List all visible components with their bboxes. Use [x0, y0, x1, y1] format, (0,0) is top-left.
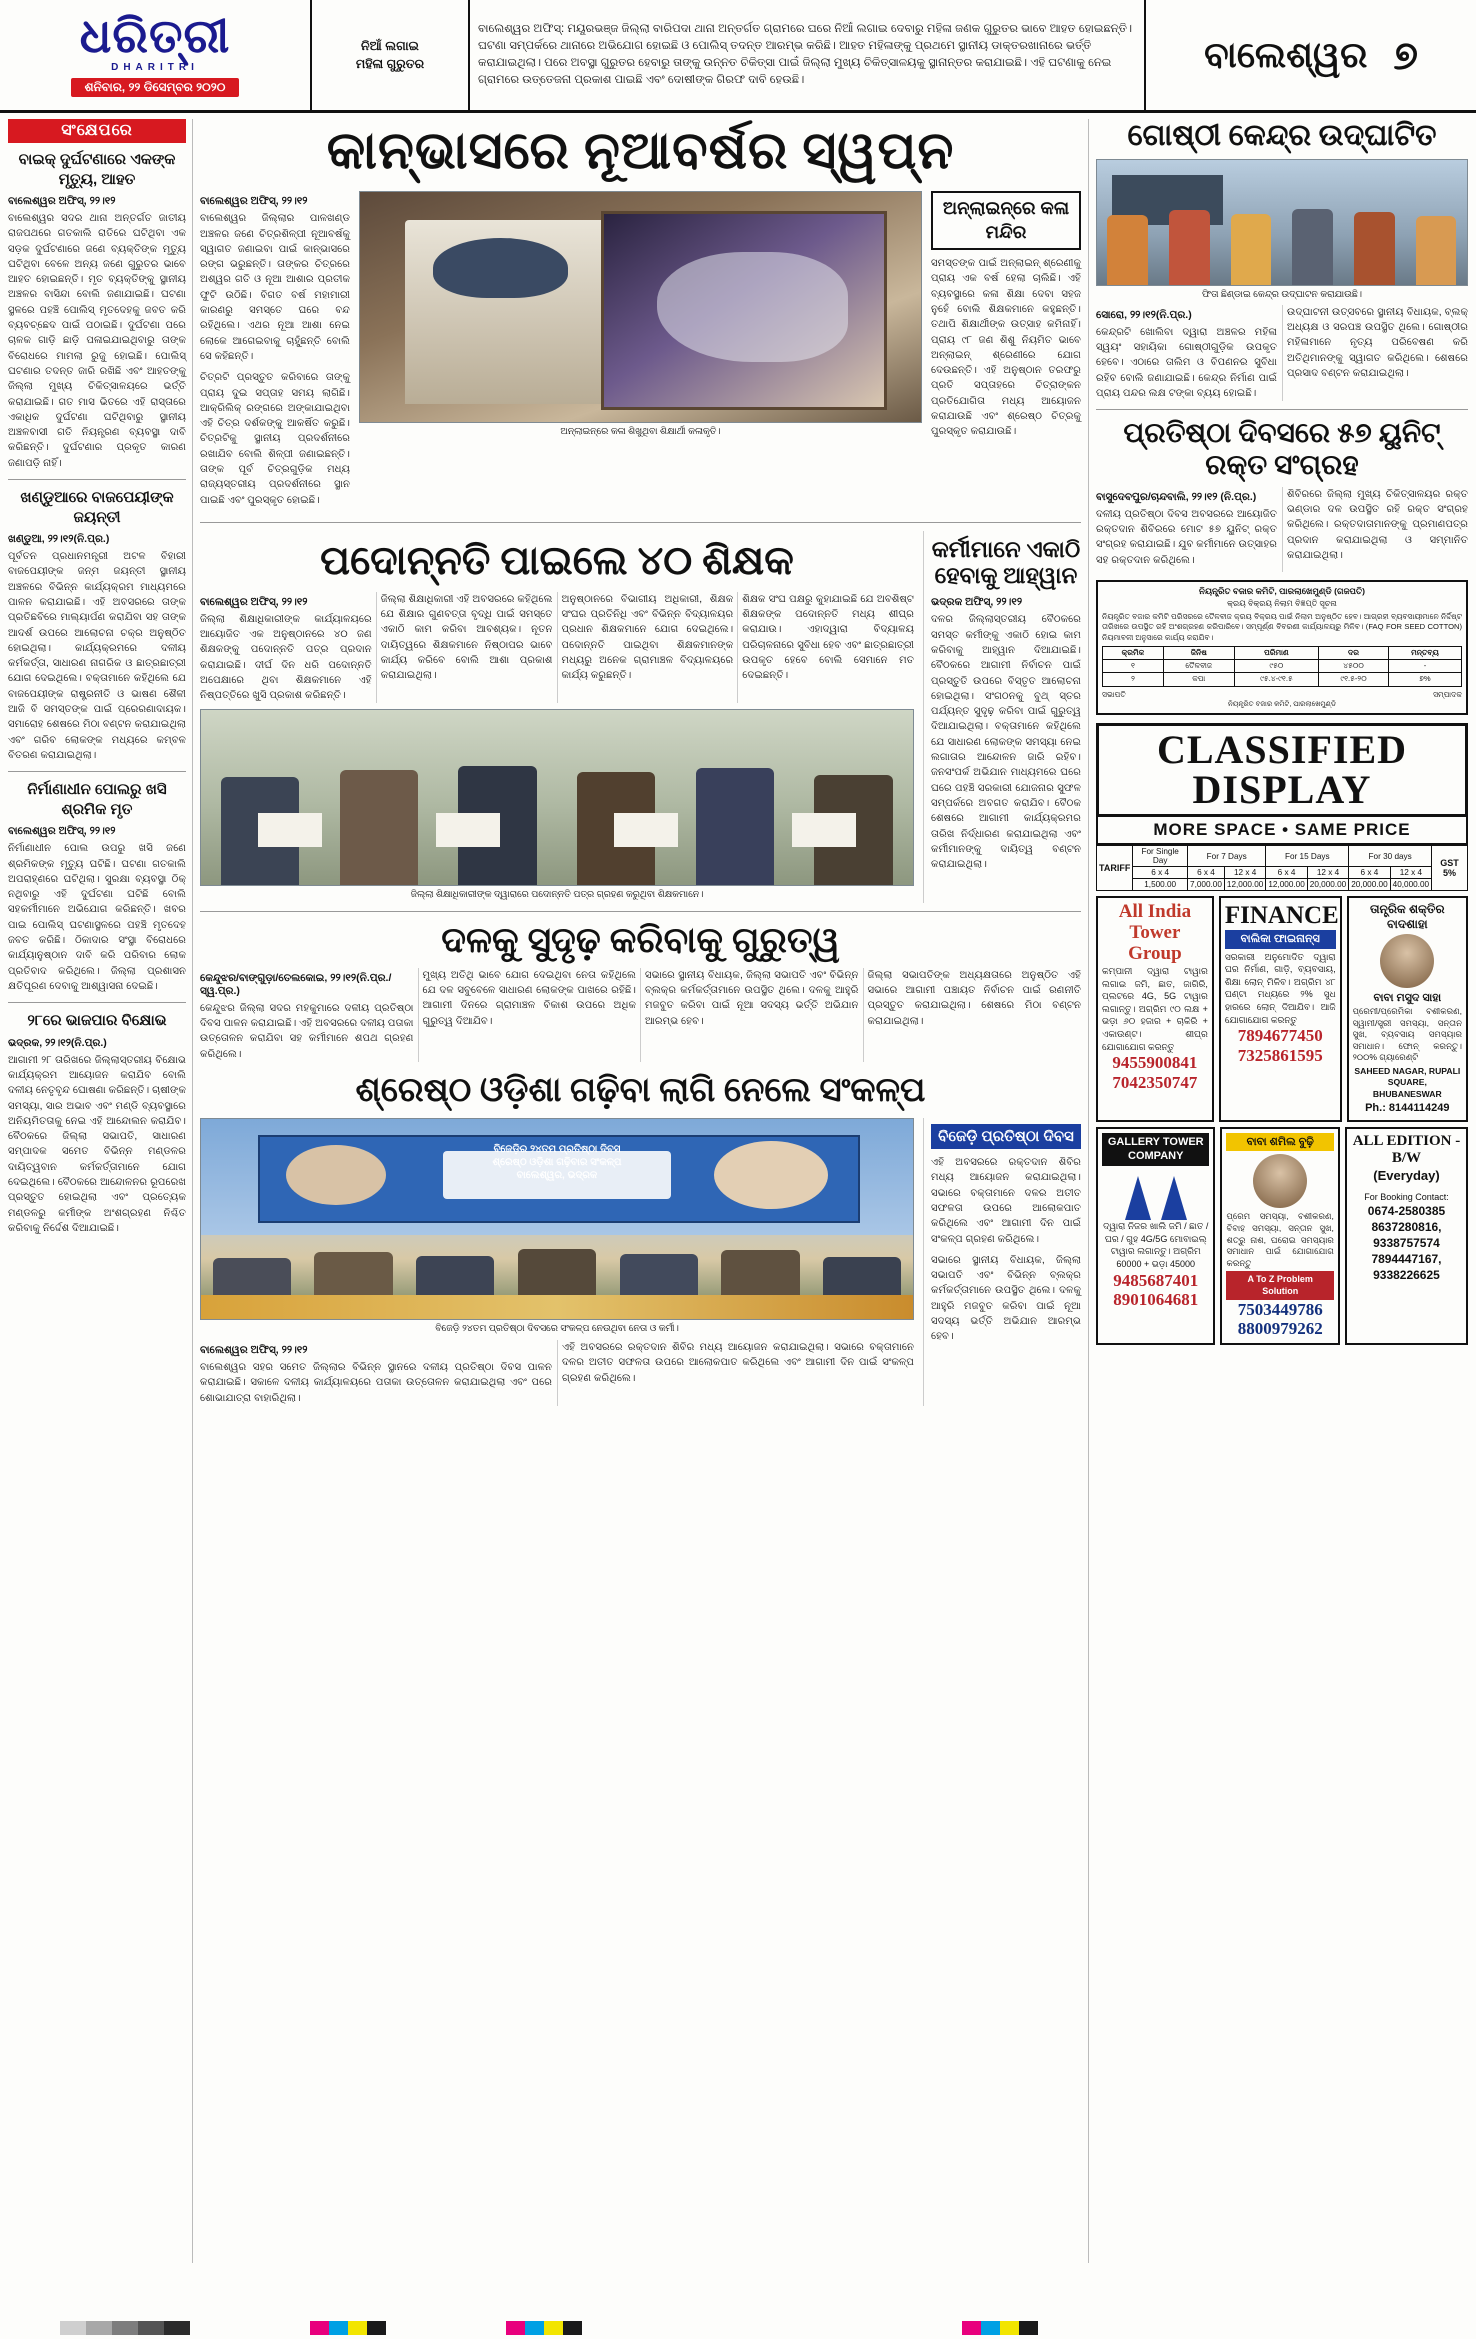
blood-para-2: ଶିବିରରେ ଜିଲ୍ଲା ମୁଖ୍ୟ ଚିକିତ୍ସାଳୟର ରକ୍ତ ଭଣ୍ଡାର ଦଳ ଉପସ୍ଥିତ ରହି ରକ୍ତ ସଂଗ୍ରହ କରିଥିଲେ। ରକ୍ତଦାତାମାନଙ୍କୁ ପ୍ରମାଣପତ୍ର ପ୍ରଦାନ କରାଯାଇଥିଲା ଓ ସମ୍ମାନିତ କରାଯାଇଥିଲା। [1287, 488, 1468, 562]
ad-phone-finance-1[interactable]: 7894677450 [1237, 1026, 1323, 1046]
ad-phone-tower-1[interactable]: 9455900841 [1112, 1053, 1198, 1073]
masthead-brief: ବାଲେଶ୍ୱର ଅଫିସ୍: ମୟୂରଭଞ୍ଜ ଜିଲ୍ଲା ବାରିପଦା ଥାନା ଅନ୍ତର୍ଗତ ଗ୍ରାମରେ ଘରେ ନିଆଁ ଲଗାଇ ଦେବାରୁ ମହିଳା ଜଣକ ଗୁରୁତର ଭାବେ ଆହତ ହୋଇଛନ୍ତି। ଘଟଣା ସମ୍ପର୍କରେ ଥାନାରେ ଅଭିଯୋଗ ହୋଇଛି ଓ ପୋଲିସ୍ ତଦନ୍ତ ଆରମ୍ଭ କରିଛି। ଆହତ ମହିଳାଙ୍କୁ ପ୍ରଥମେ ସ୍ଥାନୀୟ ଡାକ୍ତରଖାନାରେ ଭର୍ତ୍ତି କରାଯାଇଥିଲା। ପରେ ଅବସ୍ଥା ଗୁରୁତର ହେବାରୁ ତାଙ୍କୁ ଉନ୍ନତ ଚିକିତ୍ସା ପାଇଁ ଜିଲ୍ଲା ମୁଖ୍ୟ ଚିକିତ୍ସାଳୟକୁ ସ୍ଥାନାନ୍ତର କରାଯାଇଛି। ଏହି ଘଟଣାକୁ ନେଇ ଗ୍ରାମରେ ଉତ୍ତେଜନା ପ୍ରକାଶ ପାଇଛି ଏବଂ ଦୋଷୀଙ୍କ ଗିରଫ ଦାବି ହେଉଛି। [470, 0, 1146, 110]
classified-title: CLASSIFIED DISPLAY [1096, 723, 1468, 817]
party-photo-caption: ବିଜେଡ଼ି ୨୪ତମ ପ୍ରତିଷ୍ଠା ଦିବସରେ ସଂକଳ୍ପ ନେଉଥିବା ନେତା ଓ କର୍ମୀ। [435, 1323, 679, 1334]
market-r1-c4: ୭% [1388, 673, 1461, 686]
promotion-headline: ପଦୋନ୍ନତି ପାଇଲେ ୪୦ ଶିକ୍ଷକ [320, 537, 794, 583]
ad-phone-gallery-1[interactable]: 9485687401 [1113, 1270, 1199, 1290]
ad-body-baba: ପ୍ରେମ ସମସ୍ୟା, ବଶୀକରଣ, ବିବାହ ସମସ୍ୟା, ସନ୍ତାନ ସୁଖ, ଶତ୍ରୁ ନାଶ, ଘରୋଇ ସମସ୍ୟାର ସମାଧାନ ପାଇଁ ଯୋଗାଯୋଗ କରନ୍ତୁ [1226, 1211, 1334, 1268]
tariff-rate-6: 40,000.00 [1390, 879, 1431, 891]
classified-ads-row-2 [1096, 1127, 1468, 1345]
market-notice-body: ନିୟନ୍ତ୍ରିତ ବଜାର କମିଟି ପରିସରରେ ତୈଳବୀଜ କ୍ରୟ ବିକ୍ରୟ ପାଇଁ ନିଲାମ ଅନୁଷ୍ଠିତ ହେବ। ଆଗ୍ରହୀ ବ୍ୟବସାୟୀମାନେ ନିର୍ଦ୍ଦିଷ୍ଟ ତାରିଖରେ ଉପସ୍ଥିତ ରହି ଅଂଶଗ୍ରହଣ କରିପାରିବେ। ସମ୍ପୂର୍ଣ୍ଣ ବିବରଣୀ କାର୍ଯ୍ୟାଳୟରୁ ମିଳିବ। (FAQ FOR SEED COTTON) ନିୟମାବଳୀ ଅନୁସାରେ କାର୍ଯ୍ୟ କରାଯିବ। [1102, 612, 1462, 642]
center-para-1: କେନ୍ଦ୍ରଟି ଖୋଲିବା ଦ୍ୱାରା ଅଞ୍ଚଳର ମହିଳା ସ୍ୱୟଂ ସହାୟିକା ଗୋଷ୍ଠୀଗୁଡ଼ିକ ଉପକୃତ ହେବେ। ଏଠାରେ ତାଲିମ ଓ ବିପଣନର ସୁବିଧା ରହିବ ବୋଲି ଜଣାଯାଇଛି। କେନ୍ଦ୍ର ନିର୍ମାଣ ପାଇଁ ପ୍ରାୟ ପନ୍ଦର ଲକ୍ଷ ଟଙ୍କା ବ୍ୟୟ ହୋଇଛି। [1096, 326, 1277, 399]
appeal-dateline: ଭଦ୍ରକ ଅଫିସ୍, ୨୨।୧୨ [931, 596, 1023, 609]
page-body [0, 113, 1476, 2263]
classified-tariff-table [1096, 845, 1468, 891]
divider [8, 479, 186, 480]
divider [8, 1002, 186, 1003]
market-th-2: ପରିମାଣ [1234, 646, 1319, 659]
ad-phone-edition-2[interactable]: 8637280816, 9338757574 [1371, 1219, 1442, 1251]
ad-all-edition[interactable] [1345, 1127, 1468, 1345]
ad-phone-edition-1[interactable]: 0674-2580385 [1367, 1203, 1446, 1218]
promotion-dateline: ବାଲେଶ୍ୱର ଅଫିସ୍, ୨୨।୧୨ [200, 595, 308, 608]
banner-line-1: ବିଜେଡ଼ିର ୨୪ତମ ପ୍ରତିଷ୍ଠା ଦିବସ [493, 1144, 621, 1156]
left-column [8, 119, 193, 2263]
promotion-para-3: ଅନୁଷ୍ଠାନରେ ବିଭାଗୀୟ ଅଧିକାରୀ, ଶିକ୍ଷକ ସଂଘର ପ୍ରତିନିଧି ଏବଂ ବିଭିନ୍ନ ବିଦ୍ୟାଳୟର ପ୍ରଧାନ ଶିକ୍ଷକମାନେ ଯୋଗ ଦେଇଥିଲେ। ପଦୋନ୍ନତି ପାଇଥିବା ଶିକ୍ଷକମାନଙ୍କ ମଧ୍ୟରୁ ଅନେକ ଗ୍ରାମାଞ୍ଚଳ ବିଦ୍ୟାଳୟରେ କାର୍ଯ୍ୟ କରୁଛନ୍ତି। [561, 593, 734, 682]
sidebar-story-head: ଅନ୍‌ଲାଇନ୍‌ରେ କଳା ମନ୍ଦିର [931, 191, 1081, 250]
table-row [1103, 660, 1462, 673]
brief-2-title: ଖଣ୍ଡୁଆରେ ବାଜପେୟୀଙ୍କ ଜୟନ୍ତୀ [20, 489, 174, 526]
grey-scale-strip [60, 2321, 190, 2335]
divider [1096, 409, 1468, 410]
market-signature-2: ସମ୍ପାଦକ [1433, 689, 1462, 699]
ad-title-tantrik: ତାନ୍ତ୍ରିକ ଶକ୍ତିର ବାଦଶାହା [1370, 902, 1445, 931]
center-para-2: ଉଦ୍‌ଘାଟନୀ ଉତ୍ସବରେ ସ୍ଥାନୀୟ ବିଧାୟକ, ବ୍ଲକ୍ ଅଧ୍ୟକ୍ଷ ଓ ସରପଞ୍ଚ ଉପସ୍ଥିତ ଥିଲେ। ଗୋଷ୍ଠୀର ମହିଳାମାନେ ନୃତ୍ୟ ପରିବେଷଣ କରି ଅତିଥିମାନଙ୍କୁ ସ୍ୱାଗତ କରିଥିଲେ। ଶେଷରେ ପ୍ରସାଦ ବଣ୍ଟନ କରାଯାଇଥିଲା। [1287, 306, 1468, 379]
market-r1-c0: ୨ [1103, 673, 1164, 686]
ad-all-india-tower[interactable] [1096, 896, 1214, 1121]
market-r1-c3: ୯୧.୫-୨୦ [1319, 673, 1389, 686]
promotion-photo [200, 709, 914, 886]
table-row [1103, 673, 1462, 686]
center-dateline: ସୋରୋ, ୨୨।୧୨(ନି.ପ୍ର.) [1096, 308, 1192, 321]
tariff-size-4: 12 x 4 [1307, 867, 1348, 879]
tariff-rate-2: 12,000.00 [1224, 879, 1265, 891]
tariff-size-2: 12 x 4 [1224, 867, 1265, 879]
tariff-head-2: For 15 Days [1266, 846, 1349, 867]
brief-1-title: ବାଇକ୍ ଦୁର୍ଘଟଣାରେ ଏକଙ୍କ ମୃତ୍ୟୁ, ଆହତ [18, 151, 176, 188]
edition-block [1146, 0, 1476, 110]
ad-finance[interactable] [1219, 896, 1342, 1121]
party-side-body: ଏହି ଅବସରରେ ରକ୍ତଦାନ ଶିବିର ମଧ୍ୟ ଆୟୋଜନ କରାଯାଇଥିଲା। ସଭାରେ ବକ୍ତାମାନେ ଦଳର ଅତୀତ ସଫଳତା ଉପରେ ଆଲୋକପାତ କରିଥିଲେ ଏବଂ ଆଗାମୀ ଦିନ ପାଇଁ ସଂକଳ୍ପ ଗ୍ରହଣ କରିଥିଲେ। [931, 1157, 1081, 1245]
center-headline: ଗୋଷ୍ଠୀ କେନ୍ଦ୍ର ଉଦ୍‌ଘାଟିତ [1127, 119, 1437, 152]
ad-body-finance: ସରକାରୀ ଅନୁମୋଦିତ ଦ୍ୱାରା ଘର ନିର୍ମାଣ, ଗାଡ଼ି, ବ୍ୟବସାୟ, ଶିକ୍ଷା ଲୋନ୍ ମିଳିବ। ଅଗ୍ରିମ ୪୮ ଘଣ୍ଟା ମଧ୍ୟରେ ୨% ସୁଧ ହାରରେ ଲୋନ୍ ଦିଆଯିବ। ଆଜି ଯୋଗାଯୋଗ କରନ୍ତୁ [1224, 951, 1336, 1025]
market-r1-c2: ୯୫.୪-୯୧.୫ [1234, 673, 1319, 686]
promotion-para-4: ଶିକ୍ଷକ ସଂଘ ପକ୍ଷରୁ କୁହାଯାଇଛି ଯେ ଅବଶିଷ୍ଟ ଶିକ୍ଷକଙ୍କ ପଦୋନ୍ନତି ମଧ୍ୟ ଶୀଘ୍ର କରାଯାଉ। ଏହାଦ୍ୱାରା ବିଦ୍ୟାଳୟ ପରିଚାଳନାରେ ସୁବିଧା ହେବ ଏବଂ ଛାତ୍ରଛାତ୍ରୀ ଉପକୃତ ହେବେ ବୋଲି ସେମାନେ ମତ ଦେଇଛନ୍ତି। [742, 593, 914, 682]
party-dateline: କେନ୍ଦୁଝର/ବାଙ୍ଗୁଡ଼ା/ତେଲକୋଇ, ୨୨।୧୨(ନି.ପ୍ର./ସ୍ୱ.ପ୍ର.) [200, 971, 392, 997]
ad-phone-baba-2[interactable]: 8800979262 [1237, 1319, 1323, 1339]
banner-line-3: ବାଲେଶ୍ୱର, ଭଦ୍ରକ [516, 1170, 598, 1182]
party-bottom-para-1: ବାଲେଶ୍ୱର ସହର ସମେତ ଜିଲ୍ଲାର ବିଭିନ୍ନ ସ୍ଥାନରେ ଦଳୀୟ ପ୍ରତିଷ୍ଠା ଦିବସ ପାଳନ କରାଯାଇଛି। ସକାଳେ ଦଳୀୟ କାର୍ଯ୍ୟାଳୟରେ ପତାକା ଉତ୍ତୋଳନ କରାଯାଇଥିଲା ଏବଂ ପରେ ଶୋଭାଯାତ୍ରା ବାହାରିଥିଲା। [200, 1362, 552, 1404]
party-para-3: ସଭାରେ ସ୍ଥାନୀୟ ବିଧାୟକ, ଜିଲ୍ଲା ସଭାପତି ଏବଂ ବିଭିନ୍ନ ବ୍ଲକ୍‌ର କର୍ମକର୍ତ୍ତାମାନେ ଉପସ୍ଥିତ ଥିଲେ। ଦଳକୁ ଆହୁରି ମଜବୁତ କରିବା ପାଇଁ ନୂଆ ସଦସ୍ୟ ଭର୍ତ୍ତି ଅଭିଯାନ ଆରମ୍ଭ ହେବ। [645, 969, 859, 1027]
market-r0-c2: ୯୫୦ [1234, 660, 1319, 673]
ad-booking-label: For Booking Contact: [1364, 1191, 1449, 1202]
tariff-head-0: For Single Day [1133, 846, 1188, 867]
market-th-4: ମନ୍ତବ୍ୟ [1388, 646, 1461, 659]
ad-phone-baba-1[interactable]: 7503449786 [1237, 1299, 1323, 1319]
brief-4-title: ୨୮ରେ ଭାଜପାର ବିକ୍ଷୋଭ [27, 1012, 167, 1030]
promo-line-1: ନିଆଁ ଲଗାଇ [361, 38, 419, 53]
blood-headline: ପ୍ରତିଷ୍ଠା ଦିବସରେ ୫୭ ୟୁନିଟ୍ ରକ୍ତ ସଂଗ୍ରହ [1123, 418, 1441, 481]
promotion-para-2: ଜିଲ୍ଲା ଶିକ୍ଷାଧିକାରୀ ଏହି ଅବସରରେ କହିଥିଲେ ଯେ ଶିକ୍ଷାର ଗୁଣବତ୍ତା ବୃଦ୍ଧି ପାଇଁ ସମସ୍ତେ ଏକାଠି କାମ କରିବା ଆବଶ୍ୟକ। ନୂତନ ଦାୟିତ୍ୱରେ ଶିକ୍ଷକମାନେ ନିଷ୍ଠାପର ଭାବେ କାର୍ଯ୍ୟ କରିବେ ବୋଲି ଆଶା ପ୍ରକାଶ କରାଯାଇଥିଲା। [380, 593, 553, 682]
divider [8, 771, 186, 772]
section-header-briefs: ସଂକ୍ଷେପରେ [8, 119, 186, 143]
brief-3-title: ନିର୍ମାଣାଧୀନ ପୋଲରୁ ଖସି ଶ୍ରମିକ ମୃତ [27, 781, 167, 818]
party-para-1: କେନ୍ଦୁଝର ଜିଲ୍ଲା ସଦର ମହକୁମାରେ ଦଳୀୟ ପ୍ରତିଷ୍ଠା ଦିବସ ପାଳନ କରାଯାଇଛି। ଏହି ଅବସରରେ ଦଳୀୟ ପତାକା ଉତ୍ତୋଳନ କରାଯିବା ସହ କର୍ମୀମାନେ ଶପଥ ଗ୍ରହଣ କରିଥିଲେ। [200, 1002, 414, 1060]
tower-icon [1102, 1166, 1209, 1220]
ad-title-baba: ବାବା ଶମିଲ ବୁଢ଼ି [1226, 1133, 1333, 1152]
brief-2-body: ପୂର୍ବତନ ପ୍ରଧାନମନ୍ତ୍ରୀ ଅଟଳ ବିହାରୀ ବାଜପେୟୀଙ୍କ ଜନ୍ମ ଜୟନ୍ତୀ ସ୍ଥାନୀୟ ଅଞ୍ଚଳରେ ବିଭିନ୍ନ କାର୍ଯ୍ୟକ୍ରମ ମାଧ୍ୟମରେ ପାଳନ କରାଯାଇଛି। ଏହି ଅବସରରେ ତାଙ୍କ ପ୍ରତିଛବିରେ ମାଲ୍ୟାର୍ପଣ କରାଯିବା ସହ ତାଙ୍କ ଆଦର୍ଶ ଉପରେ ଆଲୋଚନା ଚକ୍ର ଅନୁଷ୍ଠିତ ହୋଇଥିଲା। କାର୍ଯ୍ୟକ୍ରମରେ ଦଳୀୟ କର୍ମକର୍ତ୍ତା, ସାଧାରଣ ନାଗରିକ ଓ ଛାତ୍ରଛାତ୍ରୀ ଯୋଗ ଦେଇଥିଲେ। ବକ୍ତାମାନେ କହିଥିଲେ ଯେ ବାଜପେୟୀଙ୍କ ରାଷ୍ଟ୍ରନୀତି ଓ ଭାଷଣ ଶୈଳୀ ଆଜି ବି ସମସ୍ତଙ୍କ ପାଇଁ ପ୍ରେରଣାଦାୟକ। ସମାରୋହ ଶେଷରେ ମିଠା ବଣ୍ଟନ କରାଯାଇଥିଲା ଏବଂ ଗରିବ ଲୋକଙ୍କ ମଧ୍ୟରେ କମ୍ବଳ ବିତରଣ କରାଯାଇଥିଲା। [8, 551, 186, 761]
party-photo [200, 1118, 914, 1320]
lead-photo [359, 191, 922, 423]
party-bottom-para-2: ଏହି ଅବସରରେ ରକ୍ତଦାନ ଶିବିର ମଧ୍ୟ ଆୟୋଜନ କରାଯାଇଥିଲା। ସଭାରେ ବକ୍ତାମାନେ ଦଳର ଅତୀତ ସଫଳତା ଉପରେ ଆଲୋକପାତ କରିଥିଲେ ଏବଂ ଆଗାମୀ ଦିନ ପାଇଁ ସଂକଳ୍ପ ଗ୍ରହଣ କରିଥିଲେ। [562, 1342, 914, 1384]
appeal-body: ଦଳର ଜିଲ୍ଲାସ୍ତରୀୟ ବୈଠକରେ ସମସ୍ତ କର୍ମୀଙ୍କୁ ଏକାଠି ହୋଇ କାମ କରିବାକୁ ଆହ୍ୱାନ ଦିଆଯାଇଛି। ବୈଠକରେ ଆଗାମୀ ନିର୍ବାଚନ ପାଇଁ ପ୍ରସ୍ତୁତି ଉପରେ ବିସ୍ତୃତ ଆଲୋଚନା ହୋଇଥିଲା। ସଂଗଠନକୁ ବୁଥ୍ ସ୍ତର ପର୍ଯ୍ୟନ୍ତ ସୁଦୃଢ଼ କରିବା ପାଇଁ ଗୁରୁତ୍ୱ ଦିଆଯାଇଥିଲା। ବକ୍ତାମାନେ କହିଥିଲେ ଯେ ସାଧାରଣ ଲୋକଙ୍କ ସମସ୍ୟା ନେଇ ଲଗାତାର ଆନ୍ଦୋଳନ ଜାରି ରହିବ। ଜନସଂପର୍କ ଅଭିଯାନ ମାଧ୍ୟମରେ ଘରେ ଘରେ ପହଞ୍ଚି ସରକାରୀ ଯୋଜନାର ସୁଫଳ ସମ୍ପର୍କରେ ଅବଗତ କରାଯିବ। ବୈଠକ ଶେଷରେ ଆଗାମୀ କାର୍ଯ୍ୟକ୍ରମର ତାରିଖ ନିର୍ଦ୍ଧାରଣ କରାଯାଇଥିଲା ଏବଂ କର୍ମୀମାନଙ୍କୁ ଦାୟିତ୍ୱ ବଣ୍ଟନ କରାଯାଇଥିଲା। [931, 614, 1081, 871]
lead-headline: କାନ୍ଭାସରେ ନୂଆବର୍ଷର ସ୍ୱପ୍ନ [326, 123, 955, 180]
masthead-logo [0, 0, 312, 110]
market-r0-c0: ୧ [1103, 660, 1164, 673]
divider [200, 911, 1081, 912]
brief-4-body: ଆଗାମୀ ୨୮ ତାରିଖରେ ଜିଲ୍ଲାସ୍ତରୀୟ ବିକ୍ଷୋଭ କାର୍ଯ୍ୟକ୍ରମ ଆୟୋଜନ କରାଯିବ ବୋଲି ଦଳୀୟ ନେତୃବୃନ୍ଦ ଘୋଷଣା କରିଛନ୍ତି। ଚାଷୀଙ୍କ ସମସ୍ୟା, ସାର ଅଭାବ ଏବଂ ମଣ୍ଡି ବ୍ୟବସ୍ଥାରେ ଅନିୟମିତତାକୁ ନେଇ ଏହି ଆନ୍ଦୋଲନ କରାଯିବ। ବୈଠକରେ ଜିଲ୍ଲା ସଭାପତି, ସାଧାରଣ ସମ୍ପାଦକ ସମେତ ବିଭିନ୍ନ ମଣ୍ଡଳର ଦାୟିତ୍ୱବାନ କର୍ମକର୍ତ୍ତାମାନେ ଯୋଗ ଦେଇଥିଲେ। ବୈଠକରେ ଆନ୍ଦୋଳନର ରୂପରେଖ ପ୍ରସ୍ତୁତ ହୋଇଥିଲା ଏବଂ ପ୍ରତ୍ୟେକ ମଣ୍ଡଳରୁ କର୍ମୀଙ୍କ ଅଂଶଗ୍ରହଣ ନିଶ୍ଚିତ କରିବାକୁ ନିର୍ଦ୍ଦେଶ ଦିଆଯାଇଛି। [8, 1054, 186, 1234]
tariff-rate-0: 1,500.00 [1133, 879, 1188, 891]
ad-title-finance: FINANCE [1224, 902, 1339, 930]
ad-body-tantrik: ପ୍ରେମୀ/ପ୍ରେମିକା ବଶୀକରଣ, ସ୍ୱାମୀ/ସ୍ତ୍ରୀ ସମସ୍ୟା, ସନ୍ତାନ ସୁଖ, ବ୍ୟବସାୟ ସମସ୍ୟାର ସମାଧାନ। ଫୋନ୍ କରନ୍ତୁ। ୨୦୦% ଗ୍ୟାରେଣ୍ଟି [1352, 1005, 1462, 1063]
tariff-head-3: For 30 days [1349, 846, 1432, 867]
brief-1-dateline: ବାଲେଶ୍ୱର ଅଫିସ୍, ୨୨।୧୨ [8, 195, 116, 207]
ad-phone-finance-2[interactable]: 7325861595 [1237, 1045, 1323, 1065]
ad-phone-gallery-2[interactable]: 8901064681 [1113, 1290, 1199, 1310]
bjd-foundation-day-head: ବିଜେଡ଼ି ପ୍ରତିଷ୍ଠା ଦିବସ [931, 1124, 1081, 1149]
baba-portrait [1380, 934, 1434, 988]
brief-4-dateline: ଭଦ୍ରକ, ୨୨।୧୨(ନି.ପ୍ର.) [8, 1036, 107, 1049]
classified-subtitle: MORE SPACE • SAME PRICE [1096, 817, 1468, 845]
ad-title-tower: All India Tower Group [1118, 901, 1192, 965]
party-subheadline: ଶ୍ରେଷ୍ଠ ଓଡ଼ିଶା ଗଢ଼ିବା ଲାଗି ନେଲେ ସଂକଳ୍ପ [355, 1072, 926, 1110]
logo-roman: DHARITRI [111, 61, 199, 73]
appeal-headline: କର୍ମୀମାନେ ଏକାଠି ହେବାକୁ ଆହ୍ୱାନ [931, 536, 1081, 588]
ad-baba-shamil[interactable] [1220, 1127, 1339, 1345]
tariff-rate-4: 20,000.00 [1307, 879, 1348, 891]
page-number: ୭ [1393, 32, 1418, 78]
brief-2-dateline: ଖଣ୍ଡୁଆ, ୨୨।୧୨(ନି.ପ୍ର.) [8, 533, 110, 546]
ad-tantrik[interactable] [1347, 896, 1468, 1121]
market-committee-notice [1096, 580, 1468, 716]
brief-3-dateline: ବାଲେଶ୍ୱର ଅଫିସ୍, ୨୨।୧୨ [8, 825, 116, 838]
print-registration-bar [0, 2317, 1476, 2339]
ad-title-gallery: GALLERY TOWER COMPANY [1102, 1133, 1209, 1167]
tariff-rate-1: 7,000.00 [1188, 879, 1225, 891]
brief-1-body: ବାଲେଶ୍ୱର ସଦର ଥାନା ଅନ୍ତର୍ଗତ ଜାତୀୟ ରାଜପଥରେ ଗତକାଲି ରାତିରେ ଘଟିଥିବା ଏକ ସଡ଼କ ଦୁର୍ଘଟଣାରେ ଜଣେ ବ୍ୟକ୍ତିଙ୍କ ମୃତ୍ୟୁ ଘଟିଥିବା ବେଳେ ଅନ୍ୟ ଜଣେ ଗୁରୁତର ଭାବେ ଆହତ ହୋଇଛନ୍ତି। ମୃତ ବ୍ୟକ୍ତିଙ୍କୁ ସ୍ଥାନୀୟ ଅଞ୍ଚଳର ବାସିନ୍ଦା ବୋଲି ଜଣାଯାଇଛି। ଘଟଣା ସ୍ଥଳରେ ପହଞ୍ଚି ପୋଲିସ୍ ମୃତଦେହକୁ ଜବତ କରି ବ୍ୟବଚ୍ଛେଦ ପାଇଁ ପଠାଇଛି। ଦୁର୍ଘଟଣା ପରେ ଚାଳକ ଗାଡ଼ି ଛାଡ଼ି ପଳାଇଯାଇଥିବାରୁ ତାଙ୍କ ବିରୋଧରେ ମାମଲା ରୁଜୁ ହୋଇଛି। ପୋଲିସ୍ ଘଟଣାର ତଦନ୍ତ ଜାରି ରଖିଛି ଏବଂ ଆହତଙ୍କୁ ଜିଲ୍ଲା ମୁଖ୍ୟ ଚିକିତ୍ସାଳୟରେ ଭର୍ତ୍ତି କରାଯାଇଛି। ଗତ ମାସ ଭିତରେ ଏହି ରାସ୍ତାରେ ଏକାଧିକ ଦୁର୍ଘଟଣା ଘଟିଥିବାରୁ ସ୍ଥାନୀୟ ଅଞ୍ଚଳବାସୀ ଗତି ନିୟନ୍ତ୍ରଣ ବ୍ୟବସ୍ଥା ଦାବି କରିଛନ୍ତି। ଦୁର୍ଘଟଣାର ପ୍ରକୃତ କାରଣ ଜଣାପଡ଼ି ନାହିଁ। [8, 213, 186, 469]
classified-display-section [1096, 723, 1468, 1344]
promotion-para-1: ଜିଲ୍ଲା ଶିକ୍ଷାଧିକାରୀଙ୍କ କାର୍ଯ୍ୟାଳୟରେ ଆୟୋଜିତ ଏକ ଅନୁଷ୍ଠାନରେ ୪୦ ଜଣ ଶିକ୍ଷକଙ୍କୁ ପଦୋନ୍ନତି ପତ୍ର ପ୍ରଦାନ କରାଯାଇଛି। ଦୀର୍ଘ ଦିନ ଧରି ପଦୋନ୍ନତି ଅପେକ୍ଷାରେ ଥିବା ଶିକ୍ଷକମାନେ ଏହି ନିଷ୍ପତ୍ତିରେ ଖୁସି ପ୍ରକାଶ କରିଛନ୍ତି। [200, 613, 372, 702]
masthead [0, 0, 1476, 113]
market-notice-title: ନିୟନ୍ତ୍ରିତ ବଜାର କମିଟି, ପାରଲାଖେମୁଣ୍ଡି (ଗଜପତି) [1199, 585, 1365, 596]
gst-label: GST 5% [1432, 846, 1468, 891]
market-th-3: ଦର [1319, 646, 1389, 659]
market-th-1: ଜିନିଷ [1163, 646, 1234, 659]
party-bottom-dateline: ବାଲେଶ୍ୱର ଅଫିସ୍, ୨୨।୧୨ [200, 1344, 308, 1357]
tariff-rate-3: 12,000.00 [1266, 879, 1307, 891]
ad-subtitle-tantrik: ବାବା ମସୁଦ ସାହା [1373, 992, 1442, 1005]
market-r0-c4: - [1388, 660, 1461, 673]
ad-body-gallery: ଦ୍ୱାରା ନିଜର ଖାଲି ଜମି / ଛାତ / ଘର / ଗୁହ 4G/5G ମୋବାଇଲ୍ ଟାୱାର ଲଗାନ୍ତୁ। ଅଗ୍ରିମ 60000 + ଭଡ଼ା 45000 [1103, 1221, 1209, 1269]
ad-phone-tower-2[interactable]: 7042350747 [1112, 1072, 1198, 1092]
blood-dateline: ବାସୁଦେବପୁର/ଚାନ୍ଦବାଲି, ୨୨।୧୨ (ନି.ପ୍ର.) [1096, 490, 1257, 503]
blood-para-1: ଦଳୀୟ ପ୍ରତିଷ୍ଠା ଦିବସ ଅବସରରେ ଆୟୋଜିତ ରକ୍ତଦାନ ଶିବିରରେ ମୋଟ ୫୭ ୟୁନିଟ୍ ରକ୍ତ ସଂଗ୍ରହ କରାଯାଇଛି। ଯୁବ କର୍ମୀମାନେ ଉତ୍ସାହର ସହ ରକ୍ତଦାନ କରିଥିଲେ। [1096, 508, 1277, 566]
ad-title-all-edition: ALL EDITION - B/W [1352, 1132, 1461, 1166]
baba-portrait-2 [1253, 1154, 1307, 1208]
logo-text: ଧରିତ୍ରୀ [79, 10, 231, 63]
market-signature-1: ସଭାପତି [1102, 689, 1126, 699]
ad-tagline-baba: A To Z Problem Solution [1226, 1271, 1333, 1299]
tariff-head-1: For 7 Days [1188, 846, 1266, 867]
lead-para-2: ଚିତ୍ରଟି ପ୍ରସ୍ତୁତ କରିବାରେ ତାଙ୍କୁ ପ୍ରାୟ ଦୁଇ ସପ୍ତାହ ସମୟ ଲାଗିଛି। ଆକ୍ରିଲିକ୍ ରଙ୍ଗରେ ଅଙ୍କାଯାଇଥିବା ଏହି ଚିତ୍ର ଦର୍ଶକଙ୍କୁ ଆକର୍ଷିତ କରୁଛି। ଚିତ୍ରଟିକୁ ସ୍ଥାନୀୟ ପ୍ରଦର୍ଶନୀରେ ରଖାଯିବ ବୋଲି ଶିଳ୍ପୀ ଜଣାଇଛନ୍ତି। ତାଙ୍କ ପୂର୍ବ ଚିତ୍ରଗୁଡ଼ିକ ମଧ୍ୟ ରାଜ୍ୟସ୍ତରୀୟ ପ୍ରଦର୍ଶନୀରେ ସ୍ଥାନ ପାଇଛି ଏବଂ ପୁରସ୍କୃତ ହୋଇଛି। [200, 372, 350, 506]
ad-address-tantrik: SAHEED NAGAR, RUPALI SQUARE, BHUBANESWAR [1354, 1065, 1461, 1100]
lead-para-1: ବାଲେଶ୍ୱର ଜିଲ୍ଲାର ପାଳଖଣ୍ଡ ଅଞ୍ଚଳର ଜଣେ ଚିତ୍ରଶିଳ୍ପୀ ନୂଆବର୍ଷକୁ ସ୍ୱାଗତ ଜଣାଇବା ପାଇଁ କାନ୍ଭାସରେ ରଙ୍ଗ ଭରୁଛନ୍ତି। ତାଙ୍କର ଚିତ୍ରରେ ଅଶ୍ୱର ଗତି ଓ ନୂଆ ଆଶାର ପ୍ରତୀକ ଫୁଟି ଉଠିଛି। ବିଗତ ବର୍ଷ ମହାମାରୀ କାରଣରୁ ସମସ୍ତେ ଘରେ ବନ୍ଦ ରହିଥିଲେ। ଏଥର ନୂଆ ଆଶା ନେଇ ଲୋକେ ଆଗେଇବାକୁ ଚାହୁଁଛନ୍ତି ବୋଲି ସେ କହିଛନ୍ତି। [200, 213, 350, 362]
classified-ads-row-1 [1096, 896, 1468, 1121]
brief-3-body: ନିର୍ମାଣାଧୀନ ପୋଲ ଉପରୁ ଖସି ଜଣେ ଶ୍ରମିକଙ୍କ ମୃତ୍ୟୁ ଘଟିଛି। ଘଟଣା ଗତକାଲି ଅପରାହ୍ଣରେ ଘଟିଥିଲା। ସୁରକ୍ଷା ବ୍ୟବସ୍ଥା ଠିକ୍ ନଥିବାରୁ ଏହି ଦୁର୍ଘଟଣା ଘଟିଛି ବୋଲି ସହକର୍ମୀମାନେ ଅଭିଯୋଗ କରିଛନ୍ତି। ଖବର ପାଇ ପୋଲିସ୍ ଘଟଣାସ୍ଥଳରେ ପହଞ୍ଚି ମୃତଦେହ ଜବତ କରିଛି। ଠିକାଦାର ସଂସ୍ଥା ବିରୋଧରେ କାର୍ଯ୍ୟାନୁଷ୍ଠାନ ଦାବି କରି ପରିବାର ଲୋକ ପ୍ରତିବାଦ କରିଥିଲେ। ଜିଲ୍ଲା ପ୍ରଶାସନ କ୍ଷତିପୂରଣ ଦେବାକୁ ଆଶ୍ୱାସନା ଦେଇଛି। [8, 843, 186, 992]
promo-line-2: ମହିଳା ଗୁରୁତର [355, 57, 425, 71]
market-signature-note: ନିୟନ୍ତ୍ରିତ ବଜାର କମିଟି, ପାରଲାଖେମୁଣ୍ଡି [1227, 700, 1337, 708]
banner-line-2: ଶ୍ରେଷ୍ଠ ଓଡ଼ିଶା ଗଢ଼ିବାର ସଂକଳ୍ପ [492, 1157, 622, 1169]
tariff-size-1: 6 x 4 [1188, 867, 1225, 879]
ad-subtitle-all-edition: (Everyday) [1373, 1168, 1440, 1184]
issue-date: ଶନିବାର, ୨୨ ଡିସେମ୍ବର ୨୦୨୦ [71, 78, 240, 97]
ad-phone-edition-3[interactable]: 7894447167, 9338226625 [1371, 1252, 1442, 1283]
ad-body-tower: କମ୍ପାନୀ ଦ୍ୱାରା ଟାୱାର ଲଗାଇ ଜମି, ଛାତ, ଜାଗିରି, ପ୍ଲଟରେ 4G, 5G ଟାୱାର ଲଗାନ୍ତୁ। ଅଗ୍ରିମ ୯୦ ଲକ୍ଷ + ଭଡ଼ା ୬୦ ହଜାର + ଚାକିରି + ଏକାଉଣ୍ଟ। ଶୀଘ୍ର ଯୋଗାଯୋଗ କରନ୍ତୁ [1102, 965, 1208, 1052]
market-th-0: କ୍ରମିକ [1103, 646, 1164, 659]
main-column [193, 119, 1088, 2263]
sidebar-story-body: ସମସ୍ତଙ୍କ ପାଇଁ ଅନ୍‌ଲାଇନ୍ ଶ୍ରେଣୀକୁ ପ୍ରାୟ ଏକ ବର୍ଷ ହେଲା ଚାଲିଛି। ଏହି ବ୍ୟବସ୍ଥାରେ କଳା ଶିକ୍ଷା ଦେବା ସହଜ ନୁହେଁ ବୋଲି ଶିକ୍ଷକମାନେ କହୁଛନ୍ତି। ତଥାପି ଶିକ୍ଷାର୍ଥୀଙ୍କ ଉତ୍ସାହ କମିନାହିଁ। ପ୍ରାୟ ୯୮ ଜଣ ଶିଶୁ ନିୟମିତ ଭାବେ ଅନ୍‌ଲାଇନ୍ ଶ୍ରେଣୀରେ ଯୋଗ ଦେଉଛନ୍ତି। ଏହି ଅନୁଷ୍ଠାନ ତରଫରୁ ପ୍ରତି ସପ୍ତାହରେ ଚିତ୍ରାଙ୍କନ ପ୍ରତିଯୋଗିତା ମଧ୍ୟ ଆୟୋଜନ କରାଯାଉଛି ଏବଂ ଶ୍ରେଷ୍ଠ ଚିତ୍ରକୁ ପୁରସ୍କୃତ କରାଯାଉଛି। [931, 258, 1081, 438]
market-rate-table [1102, 646, 1462, 687]
tariff-size-3: 6 x 4 [1266, 867, 1307, 879]
color-swatch-strip [310, 2321, 1038, 2335]
market-notice-subtitle: କ୍ରୟ ବିକ୍ରୟ ନିଲାମ ବିଜ୍ଞପ୍ତି ସୂଚନା [1227, 599, 1337, 609]
tariff-size-5: 6 x 4 [1349, 867, 1390, 879]
center-photo-caption: ଫିତା ଛିଣ୍ଡାଇ କେନ୍ଦ୍ର ଉଦ୍‌ଘାଟନ କରାଯାଉଛି। [1202, 288, 1362, 299]
tariff-rate-5: 20,000.00 [1349, 879, 1390, 891]
lead-dateline: ବାଲେଶ୍ୱର ଅଫିସ୍, ୨୨।୧୨ [200, 195, 308, 208]
tariff-size-0: 6 x 4 [1133, 867, 1188, 879]
market-r0-c3: ୪୫୦୦ [1319, 660, 1389, 673]
party-para-4: ଜିଲ୍ଲା ସଭାପତିଙ୍କ ଅଧ୍ୟକ୍ଷତାରେ ଅନୁଷ୍ଠିତ ଏହି ସଭାରେ ଆଗାମୀ ପଞ୍ଚାୟତ ନିର୍ବାଚନ ପାଇଁ ରଣନୀତି ପ୍ରସ୍ତୁତ କରାଯାଇଥିଲା। ଶେଷରେ ମିଠା ବଣ୍ଟନ କରାଯାଇଥିଲା। [867, 969, 1081, 1027]
center-photo [1096, 159, 1468, 286]
ad-subtitle-finance: ବାଲିକା ଫାଇନାନ୍ସ [1225, 930, 1336, 949]
tariff-size-6: 12 x 4 [1390, 867, 1431, 879]
party-para-2: ମୁଖ୍ୟ ଅତିଥି ଭାବେ ଯୋଗ ଦେଇଥିବା ନେତା କହିଥିଲେ ଯେ ଦଳ ସବୁବେଳେ ସାଧାରଣ ଲୋକଙ୍କ ପାଖରେ ରହିଛି। ଆଗାମୀ ଦିନରେ ଗ୍ରାମାଞ୍ଚଳ ବିକାଶ ଉପରେ ଅଧିକ ଗୁରୁତ୍ୱ ଦିଆଯିବ। [422, 969, 636, 1027]
tariff-label: TARIFF [1097, 846, 1133, 891]
promotion-photo-caption: ଜିଲ୍ଲା ଶିକ୍ଷାଧିକାରୀଙ୍କ ଦ୍ୱାରାରେ ପଦୋନ୍ନତି ପତ୍ର ଗ୍ରହଣ କରୁଥିବା ଶିକ୍ଷକମାନେ। [410, 889, 704, 900]
lead-photo-caption: ଅନ୍‌ଲାଇନ୍‌ରେ କଳା ଶିଖୁଥିବା ଶିକ୍ଷାର୍ଥୀ କଳାକୃତି। [560, 426, 721, 437]
market-r1-c1: କପା [1163, 673, 1234, 686]
party-headline: ଦଳକୁ ସୁଦୃଢ଼ କରିବାକୁ ଗୁରୁତ୍ୱ [441, 919, 840, 960]
market-r0-c1: ତୈଳବୀଜ [1163, 660, 1234, 673]
right-column [1088, 119, 1468, 2263]
edition-city: ବାଲେଶ୍ୱର [1204, 34, 1368, 75]
divider [200, 522, 1081, 523]
masthead-promo [312, 0, 470, 110]
ad-phone-tantrik[interactable]: Ph.: 8144114249 [1365, 1101, 1450, 1114]
party-side-body-2: ସଭାରେ ସ୍ଥାନୀୟ ବିଧାୟକ, ଜିଲ୍ଲା ସଭାପତି ଏବଂ ବିଭିନ୍ନ ବ୍ଲକ୍‌ର କର୍ମକର୍ତ୍ତାମାନେ ଉପସ୍ଥିତ ଥିଲେ। ଦଳକୁ ଆହୁରି ମଜବୁତ କରିବା ପାଇଁ ନୂଆ ସଦସ୍ୟ ଭର୍ତ୍ତି ଅଭିଯାନ ଆରମ୍ଭ ହେବ। [931, 1254, 1081, 1343]
ad-gallery-tower[interactable] [1096, 1127, 1215, 1345]
